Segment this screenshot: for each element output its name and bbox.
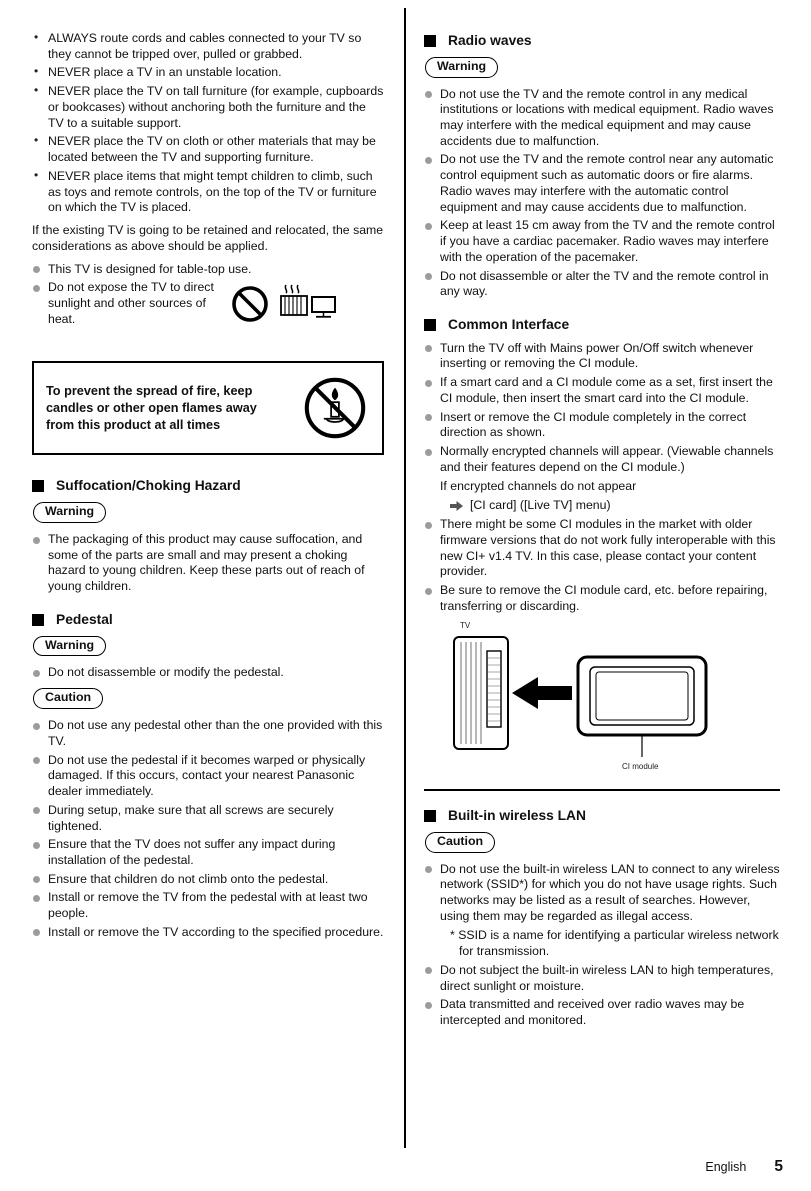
section-title: Radio waves	[448, 33, 532, 48]
list-item-text: This TV is designed for table-top use.	[48, 261, 252, 276]
list-item	[32, 718, 384, 749]
list-item-body	[440, 269, 780, 300]
list-item-body	[440, 341, 780, 372]
list-item-text: Ensure that the TV does not suffer any impact during installation of the pedestal.	[48, 837, 336, 867]
list-item-text: Do not use the pedestal if it becomes warped or physically damaged. If this occurs, contact your nearest Panasonic dealer immediately.	[48, 752, 366, 799]
list-item	[32, 31, 384, 62]
fire-warning-text: To prevent the spread of fire, keep candles or other open flames away from this product at all times	[46, 384, 257, 432]
list-item-text: • NEVER place the TV on tall furniture (for example, cupboards or bookcases) without anchoring both the furniture and the TV to a suitable support.	[48, 84, 384, 130]
severity-badge: Caution	[33, 688, 103, 709]
list-item-text: • NEVER place items that might tempt children to climb, such as toys and remote controls, on the top of the TV or furniture on which the TV is placed.	[48, 168, 377, 215]
section-title: Pedestal	[56, 611, 113, 627]
list-item-body	[440, 963, 780, 994]
section-marker-icon	[32, 480, 44, 492]
list-item	[424, 375, 780, 406]
list-item-body	[440, 997, 780, 1028]
severity-badge: Warning	[425, 57, 498, 78]
list-item-body	[48, 753, 384, 800]
list-item-text: Do not expose the TV to direct sunlight and other sources of heat.	[48, 280, 214, 326]
list-item-text: Do not subject the built-in wireless LAN to high temperatures, direct sunlight or moisture.	[440, 962, 774, 993]
list-item-body	[48, 169, 384, 216]
safety-icons	[230, 282, 338, 326]
list-item	[424, 269, 780, 300]
list-item	[32, 262, 384, 278]
list-item	[32, 134, 384, 165]
section-title: Common Interface	[448, 317, 570, 333]
list-item	[424, 444, 780, 514]
severity-badge: Caution	[425, 832, 495, 853]
list-item-text: Be sure to remove the CI module card, etc. before repairing, transferring or discarding.	[440, 583, 768, 613]
list-item	[424, 997, 780, 1028]
list-item	[32, 890, 384, 921]
list-item-text: Do not use the TV and the remote control in any medical institutions or locations with medical equipment. Radio waves may interfere with the medical equipment and may cause accidents due to malfunction.	[440, 86, 774, 148]
no-candle-icon	[300, 373, 370, 443]
list-item-text: Do not use the built-in wireless LAN to connect to any wireless network (SSID*) for which you do not have usage rights. Such networks may be listed as a result of searches. However, using them may be regarded as illegal access.	[440, 861, 780, 923]
severity-label-row	[424, 57, 780, 78]
list-item	[32, 753, 384, 800]
list-item	[424, 87, 780, 150]
menu-reference	[450, 498, 780, 514]
bullet-list	[424, 87, 780, 301]
list-item-text: If a smart card and a CI module come as a set, first insert the CI module, then insert the smart card into the CI module.	[440, 375, 773, 405]
severity-badge: Warning	[33, 502, 106, 523]
list-item-body	[440, 583, 780, 614]
bullet-list	[424, 862, 780, 1029]
prohibition-icon	[230, 284, 270, 324]
list-item-text: Insert or remove the CI module completely in the correct direction as shown.	[440, 409, 747, 440]
footnote	[450, 928, 780, 959]
list-item	[424, 410, 780, 441]
list-item-text: Do not use the TV and the remote control near any automatic control equipment such as automatic doors or fire alarms. Radio waves may interfere with the automatic control equipment and may cause accidents due to malfunction.	[440, 152, 774, 214]
footer-language: English	[705, 1160, 747, 1175]
page-footer	[705, 1157, 783, 1177]
section-marker-icon	[424, 35, 436, 47]
section-heading	[32, 477, 384, 495]
list-item-body	[440, 152, 780, 215]
list-item-body	[440, 375, 780, 406]
list-item-text: Ensure that children do not climb onto the pedestal.	[48, 871, 329, 886]
ci-module-label: CI module	[622, 762, 659, 772]
list-item-text: During setup, make sure that all screws are securely tightened.	[48, 802, 334, 833]
list-item	[424, 963, 780, 994]
section-title: Built-in wireless LAN	[448, 807, 586, 823]
list-item	[32, 84, 384, 131]
list-item-text: Turn the TV off with Mains power On/Off switch whenever inserting or removing the CI module.	[440, 340, 754, 371]
section-heading	[424, 807, 780, 825]
tv-label: TV	[460, 621, 471, 631]
list-item	[32, 925, 384, 941]
list-item-body	[48, 532, 384, 595]
bullet-list	[32, 31, 384, 216]
list-item-body	[440, 410, 780, 441]
heat-source-icon	[278, 282, 338, 326]
list-item-body	[48, 31, 384, 62]
section-marker-icon	[424, 810, 436, 822]
severity-label-row	[32, 636, 384, 657]
right-column	[424, 30, 780, 1036]
list-item-text: Do not disassemble or alter the TV and the remote control in any way.	[440, 268, 769, 299]
section-heading	[424, 32, 780, 50]
note-line	[440, 479, 780, 495]
list-item	[424, 517, 780, 580]
list-item-body	[48, 837, 384, 868]
section-marker-icon	[424, 319, 436, 331]
list-item	[424, 583, 780, 614]
list-item-body	[48, 803, 384, 834]
list-item-text: Install or remove the TV according to the specified procedure.	[48, 924, 384, 939]
list-item-body	[48, 262, 384, 278]
paragraph: If the existing TV is going to be retained and relocated, the same considerations as above should be applied.	[32, 223, 384, 253]
bullet-list	[32, 665, 384, 681]
bullet-list	[424, 341, 780, 615]
section-heading	[424, 316, 780, 334]
ci-module-figure	[450, 621, 720, 773]
list-item-content	[48, 280, 384, 327]
list-item-body	[440, 444, 780, 514]
list-item	[32, 665, 384, 681]
column-divider	[404, 8, 406, 1148]
sub-text: If encrypted channels do not appear	[440, 478, 637, 493]
list-item-body	[48, 890, 384, 921]
list-item-text: Keep at least 15 cm away from the TV and the remote control if you have a cardiac pacemaker. Radio waves may interfere with the operation of the pacemaker.	[440, 218, 775, 264]
list-item	[424, 862, 780, 960]
bullet-list	[32, 718, 384, 941]
section-title: Suffocation/Choking Hazard	[56, 478, 241, 494]
list-item-text: The packaging of this product may cause suffocation, and some of the parts are small and may present a choking hazard to young children. Keep these parts out of reach of young children.	[48, 532, 365, 594]
fire-warning-box	[32, 361, 384, 455]
list-item	[32, 169, 384, 216]
list-item-text: • ALWAYS route cords and cables connected to your TV so they cannot be tripped over, pulled or grabbed.	[48, 31, 362, 61]
list-item	[32, 803, 384, 834]
list-item-body	[440, 517, 780, 580]
list-item-text: Normally encrypted channels will appear. (Viewable channels and their features depend on the CI module.)	[440, 444, 774, 474]
list-item-text: There might be some CI modules in the market with older firmware versions that do not work fully interoperable with this new CI+ v1.4 TV. In this case, please contact your content provider.	[440, 517, 776, 579]
section-marker-icon	[32, 614, 44, 626]
section-heading	[32, 611, 384, 629]
left-column	[32, 30, 384, 948]
severity-badge: Warning	[33, 636, 106, 657]
list-item-text: • NEVER place a TV in an unstable location.	[48, 65, 282, 80]
ci-module-diagram	[450, 633, 720, 761]
list-item	[32, 532, 384, 595]
list-item-body	[48, 84, 384, 131]
list-item	[424, 152, 780, 215]
severity-label-row	[32, 688, 384, 709]
list-item-body	[48, 872, 384, 888]
list-item-body	[48, 134, 384, 165]
list-item-body	[48, 65, 384, 81]
page-number: 5	[774, 1158, 783, 1176]
bullet-list	[32, 532, 384, 595]
list-item-text: Do not use any pedestal other than the one provided with this TV.	[48, 718, 383, 748]
severity-label-row	[32, 502, 384, 523]
horizontal-rule	[424, 789, 780, 791]
list-item	[32, 65, 384, 81]
bullet-list	[32, 262, 384, 328]
list-item-body	[48, 718, 384, 749]
sub-text: [CI card] ([Live TV] menu)	[470, 498, 611, 513]
list-item	[424, 341, 780, 372]
list-item-body	[440, 87, 780, 150]
list-item	[32, 837, 384, 868]
sub-text: * SSID is a name for identifying a particular wireless network for transmission.	[450, 928, 779, 959]
arrow-right-icon	[450, 501, 463, 511]
list-item-text: Data transmitted and received over radio waves may be intercepted and monitored.	[440, 997, 745, 1028]
list-item-body	[440, 862, 780, 960]
list-item-text: • NEVER place the TV on cloth or other materials that may be located between the TV and supporting furniture.	[48, 134, 376, 165]
list-item-body	[440, 218, 780, 265]
list-item-body	[48, 280, 384, 327]
list-item	[32, 872, 384, 888]
list-item-text: Do not disassemble or modify the pedestal.	[48, 665, 284, 680]
list-item-body	[48, 925, 384, 941]
list-item-text: Install or remove the TV from the pedestal with at least two people.	[48, 890, 368, 921]
list-item	[32, 280, 384, 327]
severity-label-row	[424, 832, 780, 853]
list-item	[424, 218, 780, 265]
list-item-body	[48, 665, 384, 681]
